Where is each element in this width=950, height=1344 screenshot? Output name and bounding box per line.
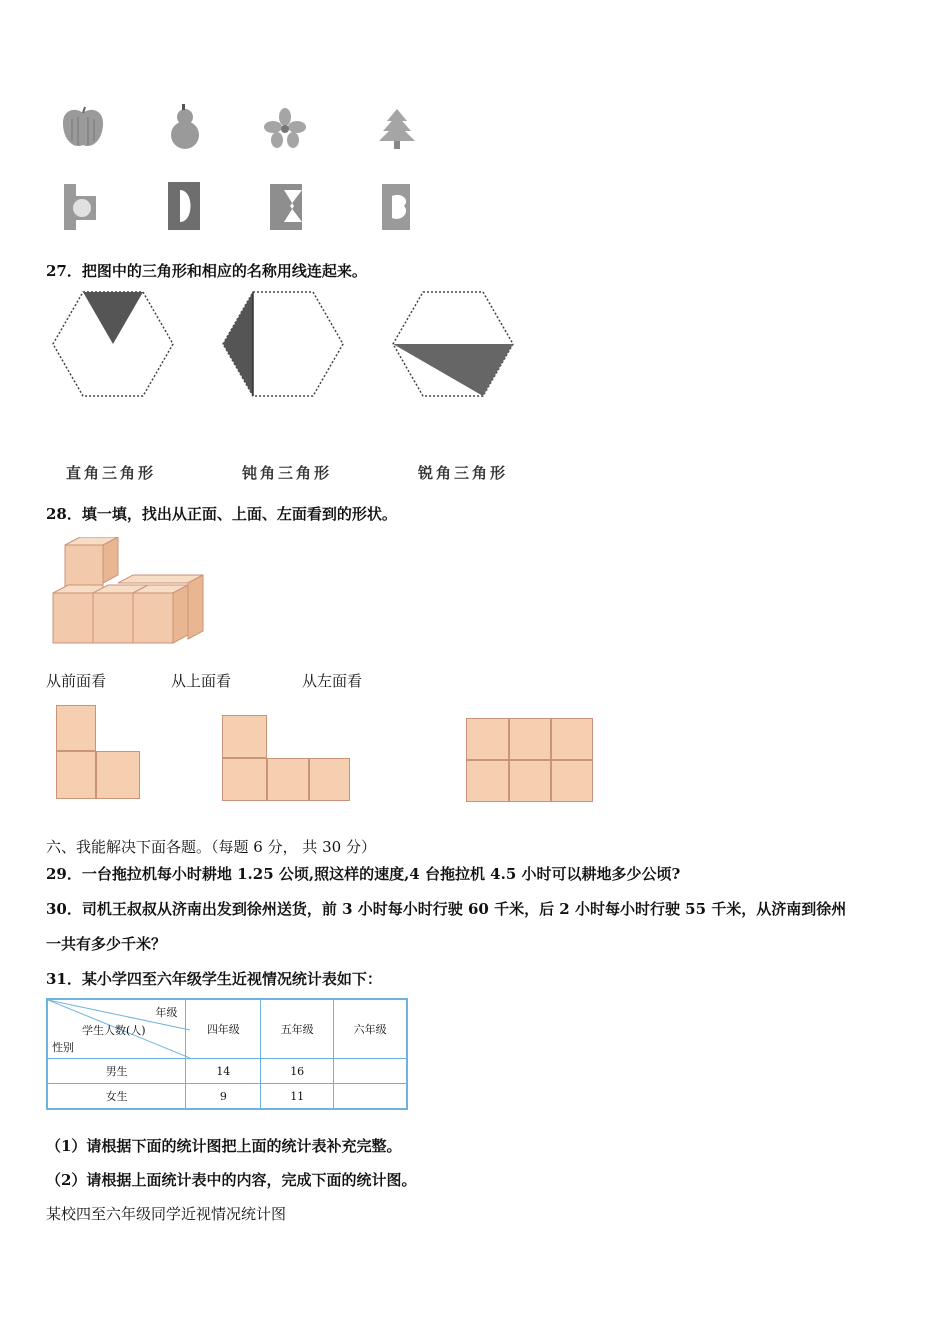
label-right-triangle: 直角三角形	[66, 464, 157, 482]
header-grade-5: 五年级	[261, 999, 334, 1059]
apple-icon	[58, 105, 108, 154]
header-grade-4: 四年级	[186, 999, 261, 1059]
table-row	[47, 1084, 407, 1110]
myopia-stat-table	[46, 998, 408, 1110]
hexagon-right-triangle	[50, 290, 175, 404]
tree-icon	[377, 107, 417, 155]
header-grade-6: 六年级	[334, 999, 407, 1059]
view-shape-a	[56, 705, 146, 800]
question-30-line2: 一共有多少千米？	[46, 935, 167, 953]
hexagon-acute-triangle	[390, 290, 515, 404]
flower-icon	[263, 107, 308, 153]
question-28: 28．填一填，找出从正面、上面、左面看到的形状。	[46, 505, 397, 523]
label-acute-triangle: 锐角三角形	[418, 464, 509, 482]
view-label-front: 从前面看	[46, 672, 107, 690]
hexagon-obtuse-triangle	[220, 290, 345, 404]
view-label-top: 从上面看	[171, 672, 232, 690]
view-label-left: 从左面看	[302, 672, 363, 690]
row-label-girls: 女生	[47, 1084, 186, 1110]
view-shape-c	[466, 718, 594, 802]
row-label-boys: 男生	[47, 1059, 186, 1084]
cell-girls-grade-6[interactable]	[334, 1084, 407, 1110]
question-31: 31．某小学四至六年级学生近视情况统计表如下：	[46, 970, 382, 988]
section-6-title: 六、我能解决下面各题。（每题 6 分， 共 30 分）	[46, 838, 376, 856]
cell-girls-grade-5: 11	[261, 1084, 334, 1110]
question-29: 29．一台拖拉机每小时耕地 1.25 公顷,照这样的速度,4 台拖拉机 4.5 小时可以耕地多少公顷?	[46, 865, 681, 883]
cell-boys-grade-6[interactable]	[334, 1059, 407, 1084]
cutout-card-1	[62, 182, 100, 236]
cutout-card-3	[268, 182, 306, 236]
cell-girls-grade-4: 9	[186, 1084, 261, 1110]
question-31-sub2: （2）请根据上面统计表中的内容，完成下面的统计图。	[46, 1171, 417, 1189]
chart-title: 某校四至六年级同学近视情况统计图	[46, 1205, 287, 1223]
label-obtuse-triangle: 钝角三角形	[242, 464, 333, 482]
view-shape-b	[222, 715, 352, 802]
question-31-sub1: （1）请根据下面的统计图把上面的统计表补充完整。	[46, 1137, 402, 1155]
question-27: 27．把图中的三角形和相应的名称用线连起来。	[46, 262, 367, 280]
corner-top-label: 年级	[155, 1006, 178, 1019]
question-30-line1: 30．司机王叔叔从济南出发到徐州送货，前 3 小时每小时行驶 60 千米，后 2 小时每小时行驶 55 千米，从济南到徐州	[46, 900, 847, 918]
cutout-card-4	[380, 182, 414, 236]
corner-mid-label: 学生人数(人)	[82, 1024, 146, 1037]
cell-boys-grade-4: 14	[186, 1059, 261, 1084]
gourd-icon	[162, 103, 207, 155]
cutout-card-2	[166, 180, 204, 236]
table-row	[47, 1059, 407, 1084]
corner-bottom-label: 性别	[52, 1041, 74, 1054]
cell-boys-grade-5: 16	[261, 1059, 334, 1084]
cube-stack-figure	[50, 537, 205, 647]
table-corner-cell	[47, 999, 186, 1059]
